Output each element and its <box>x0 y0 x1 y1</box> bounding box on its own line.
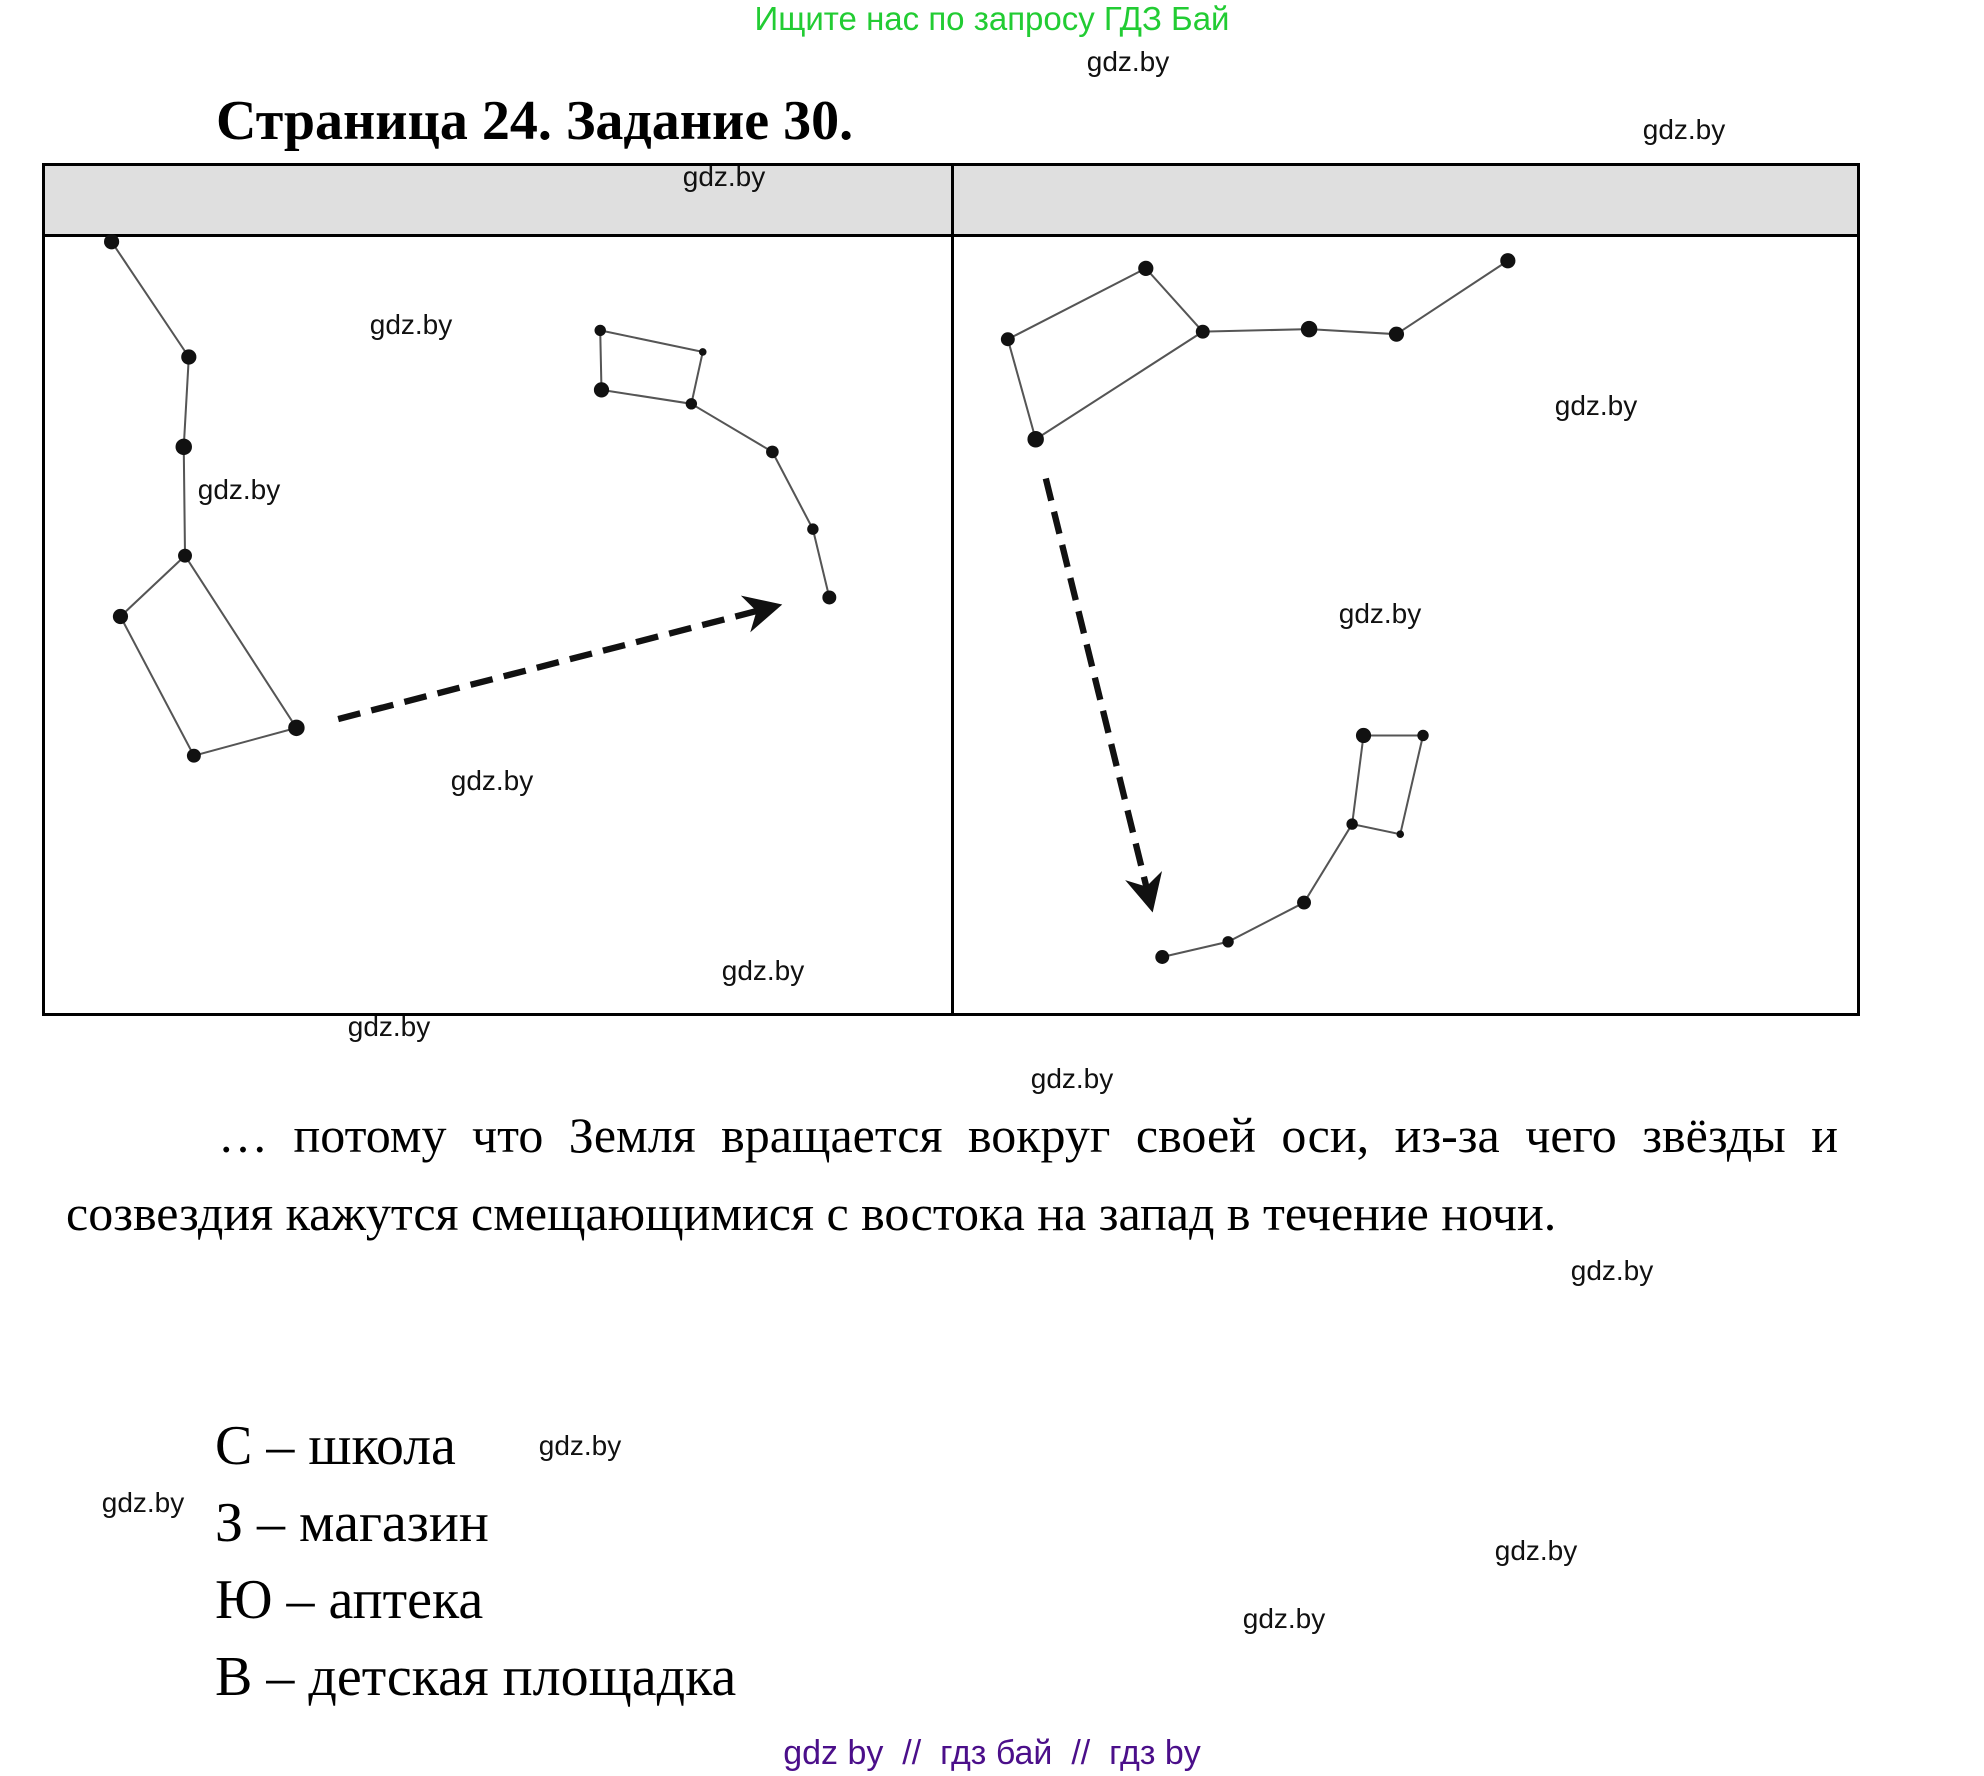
left-little-dipper-stars <box>594 325 836 605</box>
watermark: gdz.by <box>1570 1255 1654 1286</box>
legend-item-north: С – школа <box>215 1415 456 1477</box>
watermark: gdz.by <box>538 1430 622 1461</box>
watermark: gdz.by <box>450 765 534 796</box>
watermark: gdz.by <box>1086 46 1170 77</box>
watermark: gdz.by <box>1642 114 1726 145</box>
answer-text: … потому что Земля вращается вокруг своей оси, из-за чего звёзды и созвездия кажутся смещающимися с востока на запад в течение ночи. <box>66 1107 1838 1241</box>
promo-banner: Ищите нас по запросу ГДЗ Бай <box>754 0 1230 37</box>
page-title: Страница 24. Задание 30. <box>216 90 854 152</box>
watermark: gdz.by <box>1494 1535 1578 1566</box>
watermark: gdz.by <box>1554 390 1638 421</box>
watermark: gdz.by <box>1030 1063 1114 1094</box>
right-big-dipper-stars <box>1001 253 1516 447</box>
watermark: gdz.by <box>1338 598 1422 629</box>
watermark: gdz.by <box>197 474 281 505</box>
watermark: gdz.by <box>721 955 805 986</box>
legend-item-south: Ю – аптека <box>215 1569 484 1631</box>
right-little-dipper-stars <box>1155 728 1428 964</box>
watermark: gdz.by <box>369 309 453 340</box>
right-big-dipper <box>1008 261 1508 439</box>
watermark: gdz.by <box>347 1011 431 1042</box>
watermark: gdz.by <box>101 1487 185 1518</box>
right-arrow <box>1046 478 1151 905</box>
left-arrow <box>338 606 775 719</box>
legend-item-east: В – детская площадка <box>215 1646 737 1708</box>
right-little-dipper <box>1162 735 1423 957</box>
answer-paragraph <box>66 1096 1838 1252</box>
footer-links[interactable]: gdz by // гдз бай // гдз by <box>783 1734 1201 1772</box>
watermark: gdz.by <box>682 161 766 192</box>
watermark: gdz.by <box>1242 1603 1326 1634</box>
legend-item-west: З – магазин <box>215 1492 489 1554</box>
left-little-dipper <box>600 330 829 597</box>
direction-legend <box>215 1408 736 1716</box>
